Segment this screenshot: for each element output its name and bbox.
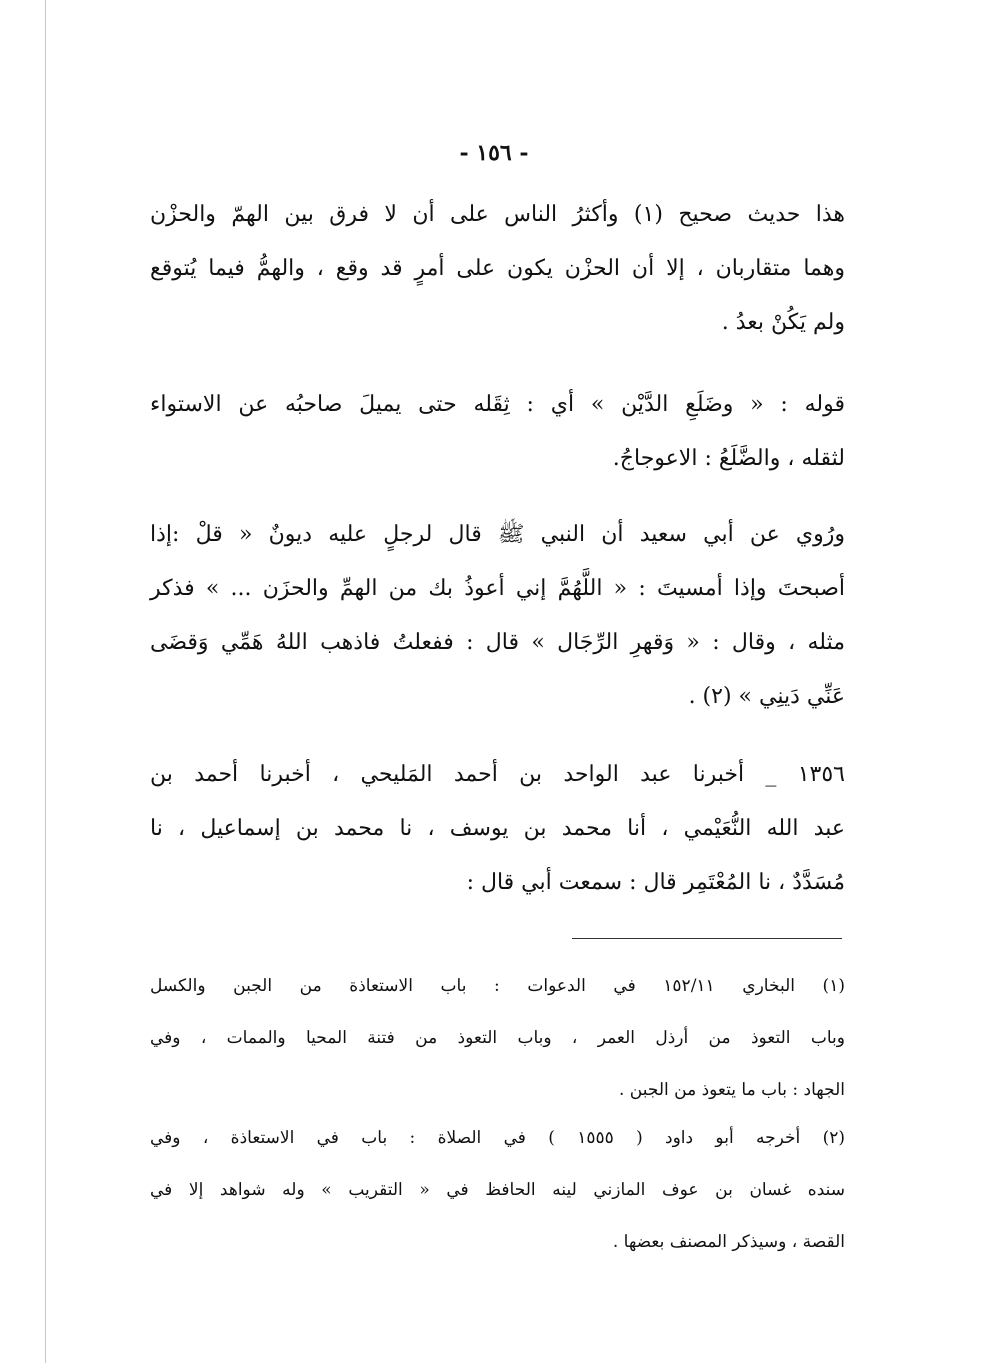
- paragraph-4: [150, 748, 845, 910]
- footnote-line: (٢) أخرجه أبو داود ( ١٥٥٥ ) في الصلاة : باب في الاستعاذة ، وفي: [150, 1128, 845, 1148]
- footnote-2: [150, 1112, 845, 1268]
- footnote-line: الجهاد : باب ما يتعوذ من الجبن .: [618, 1080, 845, 1100]
- page-number: - ١٥٦ -: [459, 140, 529, 166]
- text-line: ورُوي عن أبي سعيد أن النبي ﷺ قال لرجلٍ عليه ديونٌ « قلْ :إذا: [150, 522, 845, 547]
- text-line: أصبحتَ وإذا أمسيتَ : « اللَّهُمَّ إني أعوذُ بك من الهمِّ والحزَن ... » فذكر: [150, 576, 845, 601]
- margin-rule: [45, 0, 46, 1363]
- footnote-1: [150, 960, 845, 1116]
- text-line: مُسَدَّدٌ ، نا المُعْتَمِر قال : سمعت أبي قال :: [466, 870, 845, 895]
- text-line: ١٣٥٦ _ أخبرنا عبد الواحد بن أحمد المَليحي ، أخبرنا أحمد بن: [150, 762, 845, 787]
- text-line: مثله ، وقال : « وَقهرِ الرِّجَال » قال : ففعلتُ فاذهب اللهُ هَمِّي وَقضَى: [150, 630, 845, 655]
- paragraph-1: [150, 188, 845, 350]
- footnote-line: القصة ، وسيذكر المصنف بعضها .: [612, 1232, 845, 1252]
- paragraph-3: [150, 508, 845, 724]
- text-line: قوله : « وضَلَعِ الدَّيْن » أي : ثِقَله حتى يميلَ صاحبُه عن الاستواء: [150, 392, 845, 417]
- text-line: لثقله ، والضَّلَعُ : الاعوجاجُ.: [612, 446, 845, 471]
- footnote-line: (١) البخاري ١٥٢/١١ في الدعوات : باب الاستعاذة من الجبن والكسل: [150, 976, 845, 996]
- footnote-line: سنده غسان بن عوف المازني لينه الحافظ في « التقريب » وله شواهد إلا في: [150, 1180, 845, 1200]
- footnote-line: وباب التعوذ من أرذل العمر ، وباب التعوذ من فتنة المحيا والممات ، وفي: [150, 1028, 845, 1048]
- text-line: عَنِّي دَينِي » (٢) .: [688, 684, 845, 709]
- text-line: ولم يَكُنْ بعدُ .: [721, 310, 845, 335]
- text-line: عبد الله النُّعَيْمي ، أنا محمد بن يوسف ، نا محمد بن إسماعيل ، نا: [150, 816, 845, 841]
- paragraph-2: [150, 378, 845, 486]
- text-line: وهما متقاربان ، إلا أن الحزْن يكون على أمرٍ قد وقع ، والهمُّ فيما يُتوقع: [150, 256, 845, 281]
- text-line: هذا حديث صحيح (١) وأكثرُ الناس على أن لا فرق بين الهمّ والحزْن: [150, 202, 846, 227]
- footnote-separator: [572, 938, 842, 939]
